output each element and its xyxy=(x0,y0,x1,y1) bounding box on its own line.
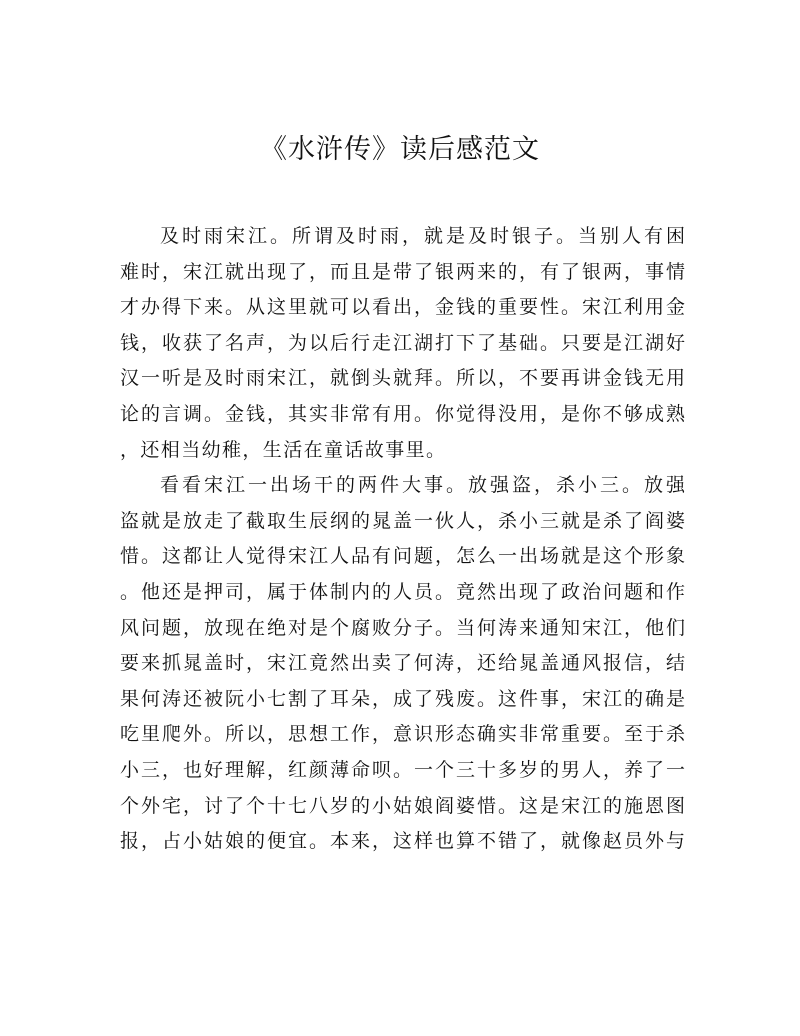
paragraph-2-line-7: 果何涛还被阮小七割了耳朵，成了残废。这件事，宋江的确是 xyxy=(120,687,685,710)
paragraph-2-line-9: 小三，也好理解，红颜薄命呗。一个三十多岁的男人，养了一 xyxy=(120,758,685,781)
paragraph-1-line-3: 才办得下来。从这里就可以看出，金钱的重要性。宋江利用金 xyxy=(120,296,685,319)
paragraph-2-line-10: 个外宅，讨了个十七八岁的小姑娘阎婆惜。这是宋江的施恩图 xyxy=(120,794,685,817)
document-body xyxy=(120,219,685,860)
document-title: 《水浒传》读后感范文 xyxy=(260,134,540,165)
paragraph-2-line-11: 报，占小姑娘的便宜。本来，这样也算不错了，就像赵员外与 xyxy=(120,830,685,853)
paragraph-2-line-8: 吃里爬外。所以，思想工作，意识形态确实非常重要。至于杀 xyxy=(120,723,685,746)
paragraph-1-line-4: 钱，收获了名声，为以后行走江湖打下了基础。只要是江湖好 xyxy=(120,331,685,354)
paragraph-2-line-2: 盗就是放走了截取生辰纲的晁盖一伙人，杀小三就是杀了阎婆 xyxy=(120,509,685,532)
paragraph-1-line-2: 难时，宋江就出现了，而且是带了银两来的，有了银两，事情 xyxy=(120,260,685,283)
paragraph-2-line-3: 惜。这都让人觉得宋江人品有问题，怎么一出场就是这个形象 xyxy=(120,545,685,568)
paragraph-1-line-7: ，还相当幼稚，生活在童话故事里。 xyxy=(120,438,447,461)
paragraph-1-line-6: 论的言调。金钱，其实非常有用。你觉得没用，是你不够成熟 xyxy=(120,402,685,425)
paragraph-2-line-1: 看看宋江一出场干的两件大事。放强盗，杀小三。放强 xyxy=(160,474,685,497)
paragraph-2-line-4: 。他还是押司，属于体制内的人员。竟然出现了政治问题和作 xyxy=(120,580,685,603)
paragraph-2-line-6: 要来抓晁盖时，宋江竟然出卖了何涛，还给晁盖通风报信，结 xyxy=(120,652,685,675)
paragraph-1-line-1: 及时雨宋江。所谓及时雨，就是及时银子。当别人有困 xyxy=(160,225,685,247)
paragraph-2-line-5: 风问题，放现在绝对是个腐败分子。当何涛来通知宋江，他们 xyxy=(120,616,685,639)
paragraph-1-line-5: 汉一听是及时雨宋江，就倒头就拜。所以，不要再讲金钱无用 xyxy=(120,367,685,390)
